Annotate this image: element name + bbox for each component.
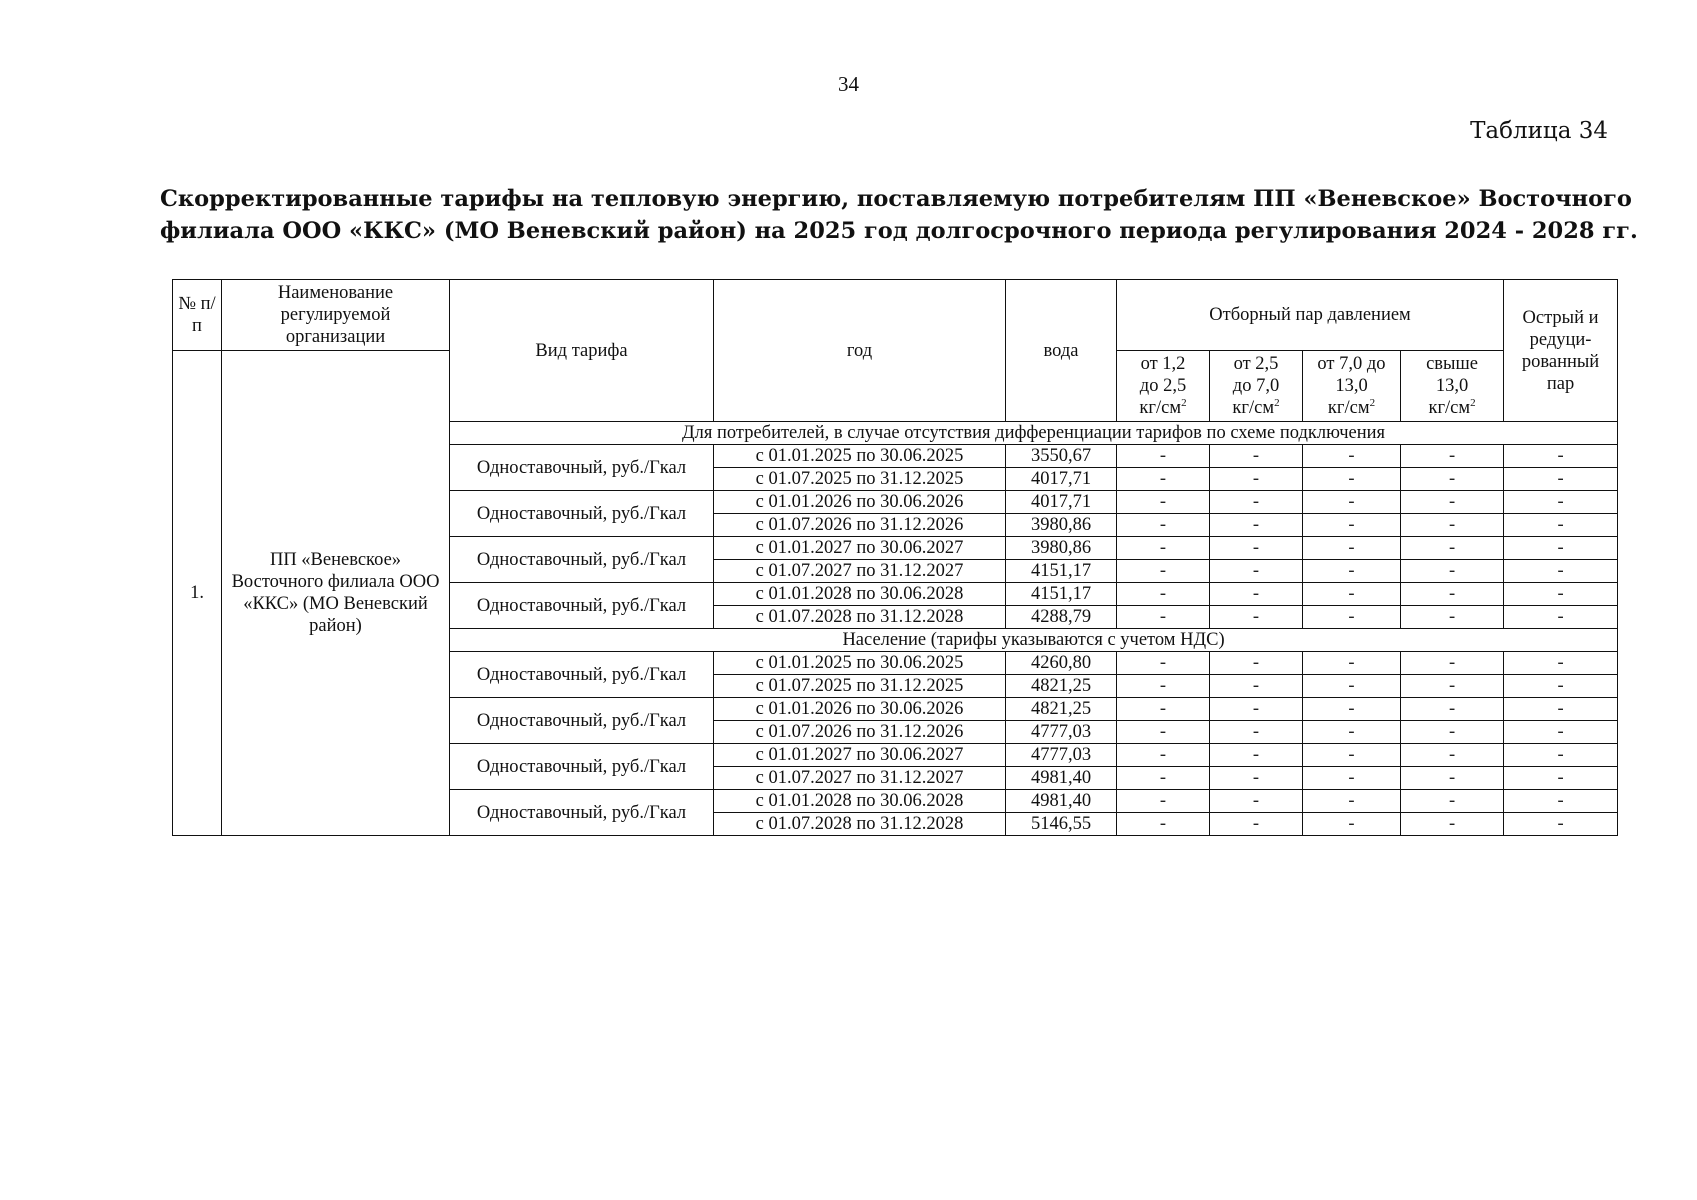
water-value-cell: 4981,40 [1006, 790, 1117, 813]
period-cell: с 01.01.2027 по 30.06.2027 [714, 744, 1006, 767]
steam-3-value-cell: - [1303, 491, 1401, 514]
sharp-steam-value-cell: - [1504, 583, 1618, 606]
period-cell: с 01.07.2025 по 31.12.2025 [714, 468, 1006, 491]
header-steam-4: свыше 13,0 $кг/см^2$ [1401, 351, 1504, 422]
period-cell: с 01.01.2028 по 30.06.2028 [714, 790, 1006, 813]
steam-1-value-cell: - [1117, 744, 1210, 767]
steam-4-value-cell: - [1401, 606, 1504, 629]
water-value-cell: 4777,03 [1006, 721, 1117, 744]
period-cell: с 01.01.2028 по 30.06.2028 [714, 583, 1006, 606]
steam-3-value-cell: - [1303, 675, 1401, 698]
steam-3-value-cell: - [1303, 468, 1401, 491]
steam-4-value-cell: - [1401, 767, 1504, 790]
steam-1-value-cell: - [1117, 583, 1210, 606]
tariff-type-cell: Одноставочный, руб./Гкал [450, 698, 714, 744]
header-sharp-steam: Острый и редуци-рованный пар [1504, 280, 1618, 422]
steam-2-value-cell: - [1210, 583, 1303, 606]
period-cell: с 01.01.2027 по 30.06.2027 [714, 537, 1006, 560]
water-value-cell: 4981,40 [1006, 767, 1117, 790]
steam-1-value-cell: - [1117, 721, 1210, 744]
steam-4-value-cell: - [1401, 537, 1504, 560]
steam-4-value-cell: - [1401, 790, 1504, 813]
steam-4-value-cell: - [1401, 514, 1504, 537]
steam-4-value-cell: - [1401, 445, 1504, 468]
steam-4-value-cell: - [1401, 744, 1504, 767]
tariff-type-cell: Одноставочный, руб./Гкал [450, 491, 714, 537]
water-value-cell: 3550,67 [1006, 445, 1117, 468]
header-water: вода [1006, 280, 1117, 422]
period-cell: с 01.01.2026 по 30.06.2026 [714, 698, 1006, 721]
sharp-steam-value-cell: - [1504, 698, 1618, 721]
period-cell: с 01.01.2026 по 30.06.2026 [714, 491, 1006, 514]
water-value-cell: 3980,86 [1006, 537, 1117, 560]
period-cell: с 01.07.2027 по 31.12.2027 [714, 767, 1006, 790]
sharp-steam-value-cell: - [1504, 468, 1618, 491]
row-number: 1. [173, 351, 222, 836]
steam-1-value-cell: - [1117, 560, 1210, 583]
document-title-line-1: Скорректированные тарифы на тепловую энергию, поставляемую потребителям ПП «Веневское» Восточного [160, 186, 1632, 212]
organization-name: ПП «Веневское» Восточного филиала ООО «ККС» (МО Веневский район) [222, 351, 450, 836]
steam-2-value-cell: - [1210, 468, 1303, 491]
water-value-cell: 4151,17 [1006, 583, 1117, 606]
header-steam-group: Отборный пар давлением [1117, 280, 1504, 351]
steam-2-value-cell: - [1210, 445, 1303, 468]
tariffs-table [172, 279, 1618, 836]
steam-2-value-cell: - [1210, 560, 1303, 583]
sharp-steam-value-cell: - [1504, 514, 1618, 537]
sharp-steam-value-cell: - [1504, 537, 1618, 560]
sharp-steam-value-cell: - [1504, 675, 1618, 698]
steam-2-value-cell: - [1210, 514, 1303, 537]
steam-1-value-cell: - [1117, 767, 1210, 790]
steam-3-value-cell: - [1303, 537, 1401, 560]
header-row-1 [173, 280, 1618, 351]
period-cell: с 01.07.2026 по 31.12.2026 [714, 514, 1006, 537]
sharp-steam-value-cell: - [1504, 721, 1618, 744]
period-cell: с 01.07.2026 по 31.12.2026 [714, 721, 1006, 744]
steam-1-value-cell: - [1117, 698, 1210, 721]
period-cell: с 01.07.2025 по 31.12.2025 [714, 675, 1006, 698]
document-title [160, 183, 1638, 247]
steam-3-value-cell: - [1303, 514, 1401, 537]
tariff-type-cell: Одноставочный, руб./Гкал [450, 790, 714, 836]
steam-2-value-cell: - [1210, 606, 1303, 629]
document-title-line-2: филиала ООО «ККС» (МО Веневский район) на 2025 год долгосрочного периода регулирования 2024 - 2028 гг. [160, 218, 1638, 244]
period-cell: с 01.07.2028 по 31.12.2028 [714, 606, 1006, 629]
sharp-steam-value-cell: - [1504, 744, 1618, 767]
steam-1-value-cell: - [1117, 606, 1210, 629]
steam-4-value-cell: - [1401, 468, 1504, 491]
steam-1-value-cell: - [1117, 652, 1210, 675]
steam-2-value-cell: - [1210, 491, 1303, 514]
steam-3-value-cell: - [1303, 767, 1401, 790]
page-number: 34 [838, 72, 859, 96]
steam-2-value-cell: - [1210, 698, 1303, 721]
steam-4-value-cell: - [1401, 698, 1504, 721]
sharp-steam-value-cell: - [1504, 606, 1618, 629]
steam-4-value-cell: - [1401, 813, 1504, 836]
steam-4-value-cell: - [1401, 491, 1504, 514]
table-body [173, 280, 1618, 836]
table-label: Таблица 34 [1470, 118, 1608, 144]
period-cell: с 01.01.2025 по 30.06.2025 [714, 445, 1006, 468]
water-value-cell: 3980,86 [1006, 514, 1117, 537]
header-num: № п/п [173, 280, 222, 351]
sharp-steam-value-cell: - [1504, 560, 1618, 583]
header-organization: Наименование регулируемой организации [222, 280, 450, 351]
tariff-type-cell: Одноставочный, руб./Гкал [450, 652, 714, 698]
water-value-cell: 4821,25 [1006, 675, 1117, 698]
steam-3-value-cell: - [1303, 790, 1401, 813]
steam-4-value-cell: - [1401, 675, 1504, 698]
steam-4-value-cell: - [1401, 583, 1504, 606]
steam-2-value-cell: - [1210, 744, 1303, 767]
period-cell: с 01.01.2025 по 30.06.2025 [714, 652, 1006, 675]
period-cell: с 01.07.2028 по 31.12.2028 [714, 813, 1006, 836]
steam-2-value-cell: - [1210, 721, 1303, 744]
steam-2-value-cell: - [1210, 813, 1303, 836]
steam-1-value-cell: - [1117, 813, 1210, 836]
steam-1-value-cell: - [1117, 675, 1210, 698]
sharp-steam-value-cell: - [1504, 491, 1618, 514]
sharp-steam-value-cell: - [1504, 445, 1618, 468]
steam-1-value-cell: - [1117, 537, 1210, 560]
steam-1-value-cell: - [1117, 468, 1210, 491]
water-value-cell: 5146,55 [1006, 813, 1117, 836]
tariff-type-cell: Одноставочный, руб./Гкал [450, 583, 714, 629]
steam-2-value-cell: - [1210, 675, 1303, 698]
steam-4-value-cell: - [1401, 560, 1504, 583]
tariff-type-cell: Одноставочный, руб./Гкал [450, 537, 714, 583]
period-cell: с 01.07.2027 по 31.12.2027 [714, 560, 1006, 583]
header-steam-1: от 1,2 до 2,5 $кг/см^2$ [1117, 351, 1210, 422]
water-value-cell: 4017,71 [1006, 491, 1117, 514]
steam-2-value-cell: - [1210, 537, 1303, 560]
steam-4-value-cell: - [1401, 652, 1504, 675]
steam-2-value-cell: - [1210, 767, 1303, 790]
header-steam-2: от 2,5 до 7,0 $кг/см^2$ [1210, 351, 1303, 422]
steam-3-value-cell: - [1303, 606, 1401, 629]
water-value-cell: 4151,17 [1006, 560, 1117, 583]
steam-3-value-cell: - [1303, 721, 1401, 744]
tariff-type-cell: Одноставочный, руб./Гкал [450, 445, 714, 491]
steam-3-value-cell: - [1303, 813, 1401, 836]
steam-1-value-cell: - [1117, 491, 1210, 514]
steam-1-value-cell: - [1117, 445, 1210, 468]
water-value-cell: 4777,03 [1006, 744, 1117, 767]
steam-2-value-cell: - [1210, 652, 1303, 675]
header-steam-3: от 7,0 до 13,0 $кг/см^2$ [1303, 351, 1401, 422]
section-title: Население (тарифы указываются с учетом НДС) [450, 629, 1618, 652]
header-tariff-type: Вид тарифа [450, 280, 714, 422]
steam-3-value-cell: - [1303, 652, 1401, 675]
water-value-cell: 4288,79 [1006, 606, 1117, 629]
steam-3-value-cell: - [1303, 744, 1401, 767]
steam-1-value-cell: - [1117, 514, 1210, 537]
steam-4-value-cell: - [1401, 721, 1504, 744]
steam-3-value-cell: - [1303, 445, 1401, 468]
water-value-cell: 4260,80 [1006, 652, 1117, 675]
tariff-type-cell: Одноставочный, руб./Гкал [450, 744, 714, 790]
sharp-steam-value-cell: - [1504, 767, 1618, 790]
steam-3-value-cell: - [1303, 560, 1401, 583]
steam-3-value-cell: - [1303, 583, 1401, 606]
water-value-cell: 4017,71 [1006, 468, 1117, 491]
steam-1-value-cell: - [1117, 790, 1210, 813]
steam-2-value-cell: - [1210, 790, 1303, 813]
section-title: Для потребителей, в случае отсутствия дифференциации тарифов по схеме подключения [450, 422, 1618, 445]
sharp-steam-value-cell: - [1504, 813, 1618, 836]
steam-3-value-cell: - [1303, 698, 1401, 721]
water-value-cell: 4821,25 [1006, 698, 1117, 721]
sharp-steam-value-cell: - [1504, 652, 1618, 675]
header-year: год [714, 280, 1006, 422]
sharp-steam-value-cell: - [1504, 790, 1618, 813]
